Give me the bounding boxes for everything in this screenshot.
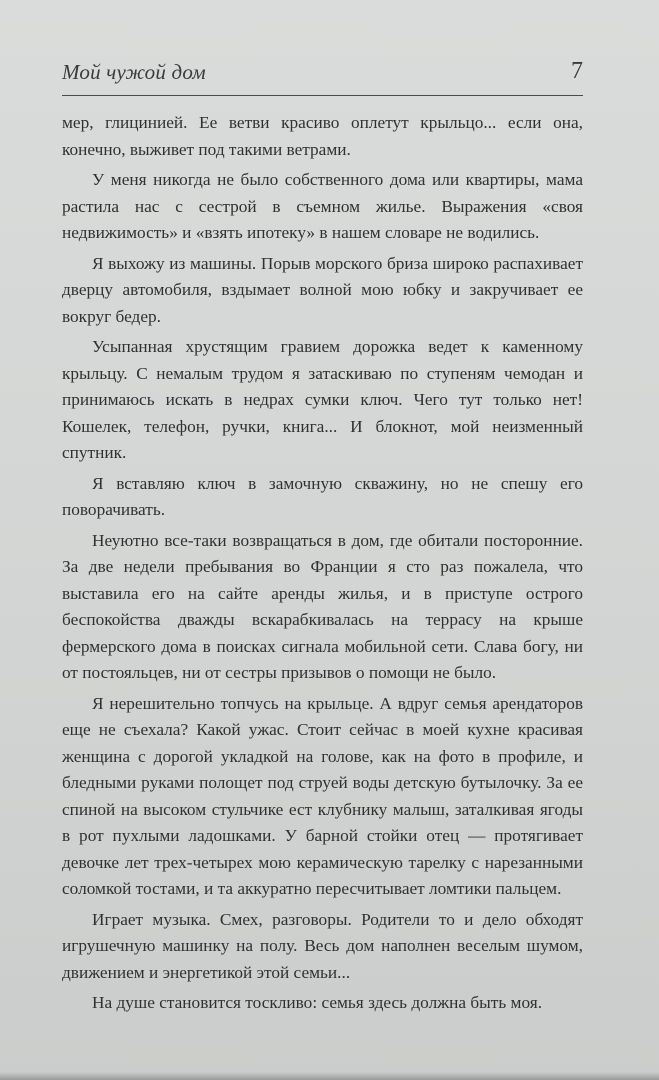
body-text — [62, 110, 583, 1021]
header-rule — [62, 95, 583, 96]
page-header — [62, 56, 583, 92]
paragraph: Неуютно все-таки возвращаться в дом, где обитали посторонние. За две недели пребывания во Франции я сто раз пожалела, что выставила его на сайте аренды жилья, и в приступе острого беспокойства дважды вскарабкивалась на террасу на крыше фермерского дома в поисках сигнала мобильной сети. Слава богу, ни от постояльцев, ни от сестры призывов о помощи не было. — [62, 530, 583, 682]
running-title: Мой чужой дом — [62, 60, 206, 84]
page-number: 7 — [571, 58, 583, 84]
paragraph: мер, глицинией. Ее ветви красиво оплетут крыльцо... если она, конечно, выживет под такими ветрами. — [62, 113, 583, 159]
paragraph: На душе становится тоскливо: семья здесь должна быть моя. — [92, 993, 543, 1012]
paragraph: Я выхожу из машины. Порыв морского бриза широко распахивает дверцу автомобиля, вздымает волной мою юбку и закручивает ее вокруг бедер. — [62, 253, 583, 326]
paragraph: Я вставляю ключ в замочную скважину, но не спешу его поворачивать. — [62, 473, 583, 519]
page-bottom-shadow — [0, 1072, 659, 1080]
paragraph: Играет музыка. Смех, разговоры. Родители то и дело обходят игрушечную машинку на полу. Весь дом наполнен веселым шумом, движением и энергетикой этой семьи... — [62, 909, 583, 982]
paragraph: Я нерешительно топчусь на крыльце. А вдруг семья арендаторов еще не съехала? Какой ужас. Стоит сейчас в моей кухне красивая женщина с дорогой укладкой на голове, как на фото в профиле, и бледными руками полощет под струей воды детскую бутылочку. За ее спиной на высоком стульчике ест клубнику малыш, заталкивая ягоды в рот пухлыми ладошками. У барной стойки отец — протягивает девочке лет трех-четырех мою керамическую тарелку с нарезанными соломкой тостами, и та аккуратно пересчитывает ломтики пальцем. — [62, 693, 583, 898]
paragraph: У меня никогда не было собственного дома или квартиры, мама растила нас с сестрой в съемном жилье. Выражения «своя недвижимость» и «взять ипотеку» в нашем словаре не водились. — [62, 170, 583, 242]
paragraph: Усыпанная хрустящим гравием дорожка ведет к каменному крыльцу. С немалым трудом я затаскиваю по ступеням чемодан и принимаюсь искать в недрах сумки ключ. Чего тут только нет! Кошелек, телефон, ручки, книга... И блокнот, мой неизменный спутник. — [62, 337, 583, 462]
